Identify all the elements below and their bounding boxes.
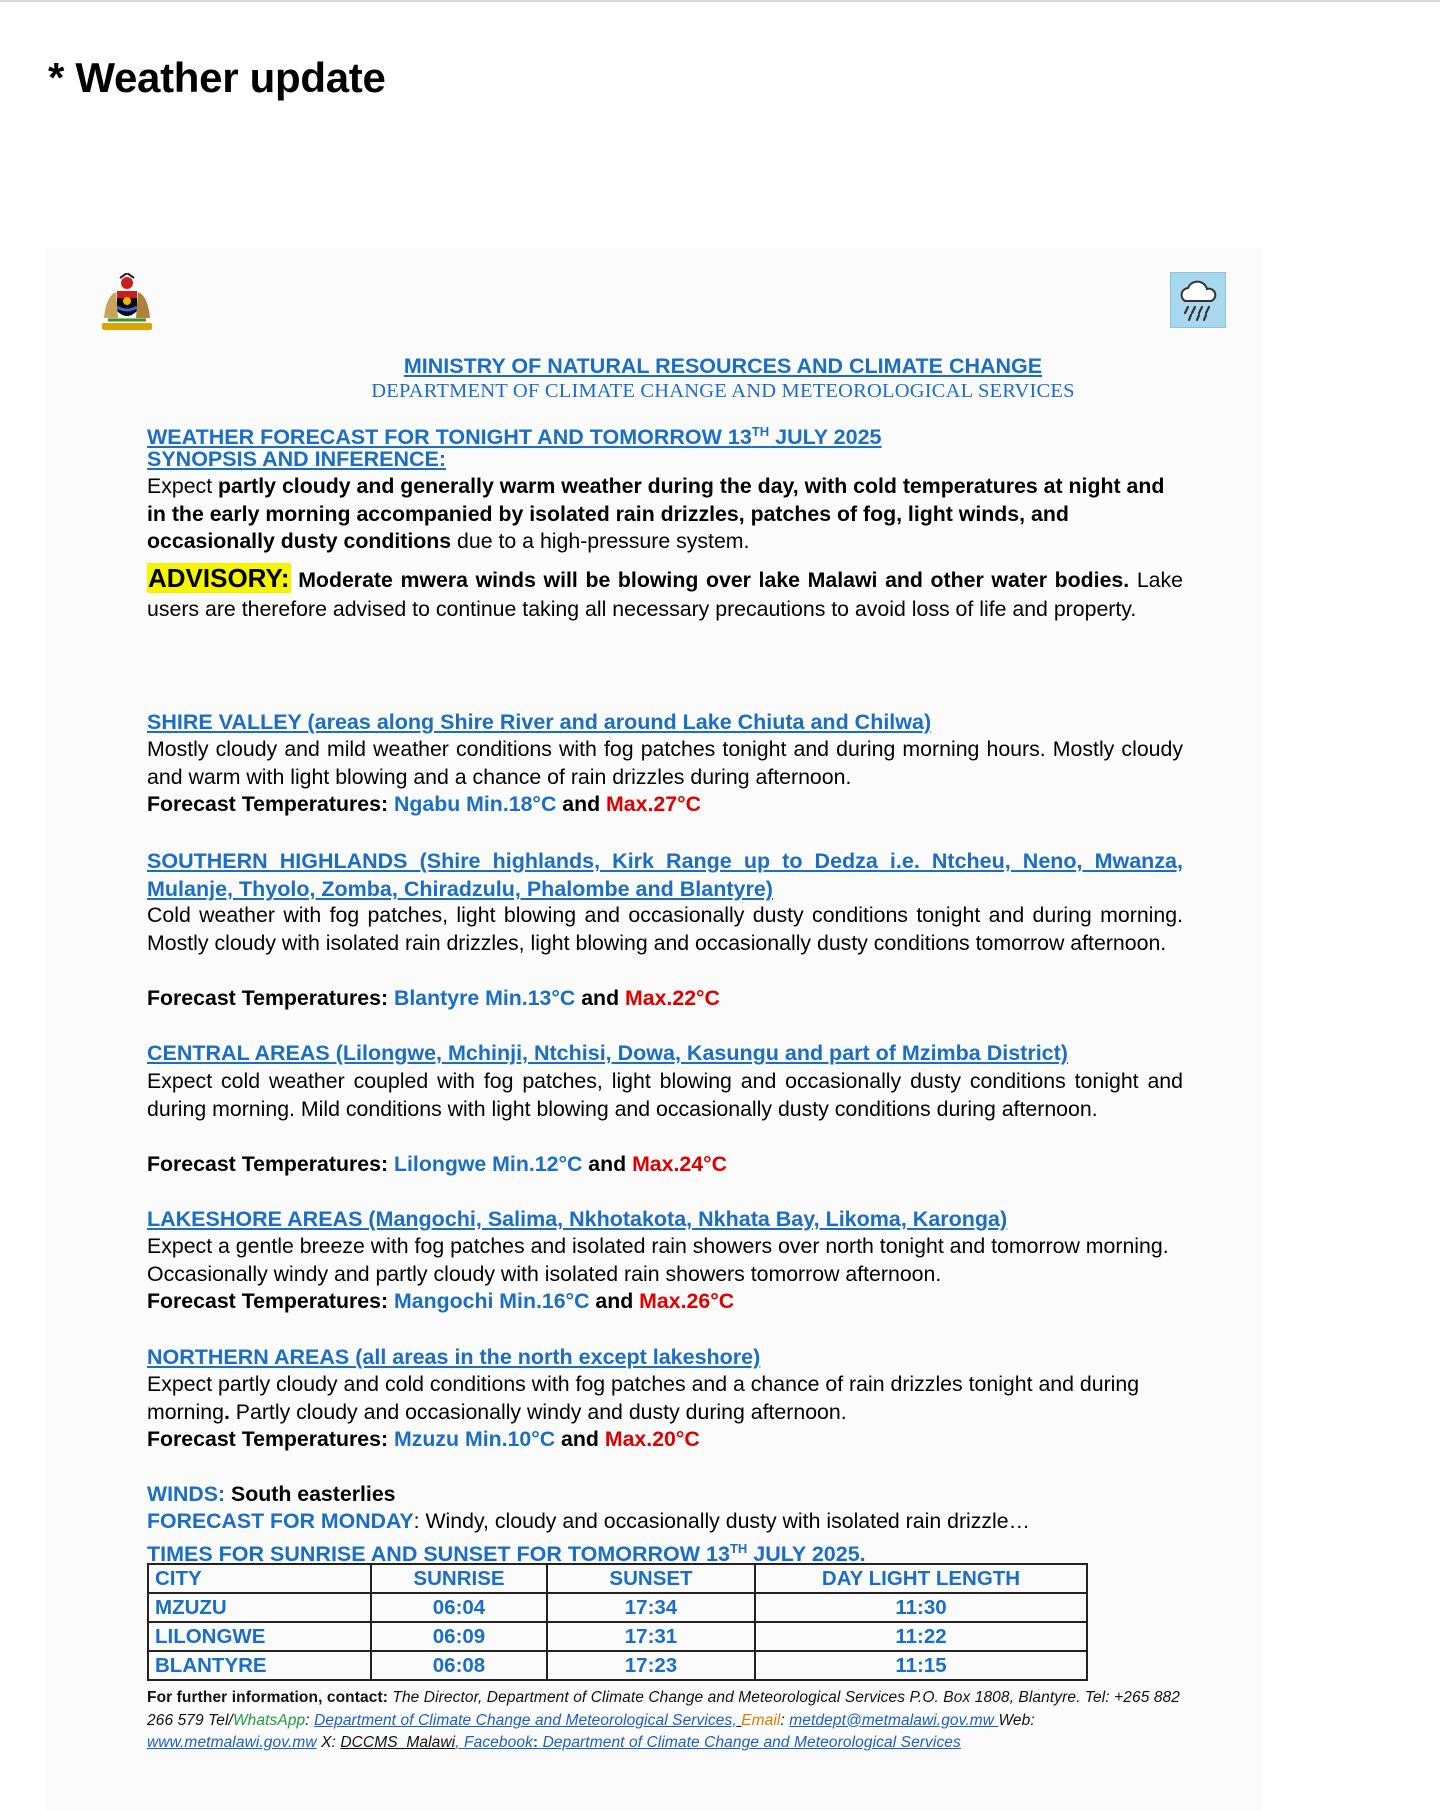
southern-highlands-text: Cold weather with fog patches, light blowing and occasionally dusty conditions tonight and during morning. Mostly cloudy with isolated rain drizzles, light blowing and occasionally dusty conditions tomorrow afternoon. [147, 903, 1183, 955]
city-cell: MZUZU [148, 1593, 371, 1622]
daylight-cell: 11:15 [755, 1651, 1087, 1680]
sunset-cell: 17:34 [547, 1593, 755, 1622]
advisory-label: ADVISORY: [148, 563, 290, 593]
southern-highlands-heading: SOUTHERN HIGHLANDS (Shire highlands, Kirk Range up to Dedza i.e. Ntcheu, Neno, Mwanza, Mulanje, Thyolo, Zomba, Chiradzulu, Phalombe and Blantyre) [147, 849, 1183, 902]
sunset-cell: 17:31 [547, 1622, 755, 1651]
shire-valley-text: Mostly cloudy and mild weather conditions with fog patches tonight and during morning hours. Mostly cloudy and warm with light blowing and a chance of rain drizzles during afternoon. [147, 737, 1183, 789]
advisory-block: ADVISORY: Moderate mwera winds will be blowing over lake Malawi and other water bodies. Lake users are therefore advised to continue taking all necessary precautions to avoid loss of life and property. [147, 563, 1183, 621]
daylight-cell: 11:30 [755, 1593, 1087, 1622]
lakeshore-areas-text: Expect a gentle breeze with fog patches and isolated rain showers over north tonight and tomorrow morning. Occasionally windy and partly cloudy with isolated rain showers tomorrow afternoon. [147, 1234, 1169, 1286]
malawi-coat-of-arms [98, 273, 156, 335]
table-row [148, 1593, 1087, 1622]
sun-times-title: TIMES FOR SUNRISE AND SUNSET FOR TOMORROW 13TH JULY 2025. [147, 1541, 866, 1567]
sunrise-cell: 06:04 [371, 1593, 547, 1622]
city-cell: BLANTYRE [148, 1651, 371, 1680]
facebook-link[interactable]: Department of Climate Change and Meteorological Services [538, 1734, 961, 1751]
department-heading: DEPARTMENT OF CLIMATE CHANGE AND METEOROLOGICAL SERVICES [371, 380, 1075, 402]
col-header: CITY [148, 1564, 371, 1593]
northern-areas-temps: Forecast Temperatures: Mzuzu Min.10°C and Max.20°C [147, 1427, 700, 1451]
southern-highlands-temps: Forecast Temperatures: Blantyre Min.13°C and Max.22°C [147, 986, 720, 1010]
northern-areas-heading: NORTHERN AREAS (all areas in the north except lakeshore) [147, 1345, 761, 1369]
rain-cloud-icon [1170, 272, 1226, 328]
forecast-title: WEATHER FORECAST FOR TONIGHT AND TOMORROW 13TH JULY 2025 [147, 424, 882, 450]
email-link[interactable]: metdept@metmalawi.gov.mw [789, 1711, 999, 1729]
daylight-cell: 11:22 [755, 1622, 1087, 1651]
page-title: * Weather update [48, 54, 386, 101]
contact-info: For further information, contact: The Director, Department of Climate Change and Meteorological Services P.O. Box 1808, Blantyre. Tel: +265 882 266 579 Tel/WhatsApp: Department of Climate Change and Meteorological Services, Email: metdept@metmalawi.gov.mw Web: www.metmalawi.gov.mw X: DCCMS_Malawi, Facebook: Department of Climate Change and Meteorological Services [147, 1689, 1180, 1751]
table-row [148, 1651, 1087, 1680]
department-link[interactable]: Department of Climate Change and Meteorological Services, [314, 1711, 737, 1729]
shire-valley-heading: SHIRE VALLEY (areas along Shire River and around Lake Chiuta and Chilwa) [147, 710, 932, 734]
col-header: SUNSET [547, 1564, 755, 1593]
sunrise-cell: 06:09 [371, 1622, 547, 1651]
x-handle-link[interactable]: DCCMS_Malawi [340, 1734, 456, 1751]
central-areas-text: Expect cold weather coupled with fog patches, light blowing and occasionally dusty conditions tonight and during morning. Mild conditions with light blowing and occasionally dusty conditions during afternoon. [147, 1069, 1183, 1121]
forecast-document [46, 248, 1262, 1810]
winds-line: WINDS: South easterlies [147, 1482, 396, 1506]
sunrise-sunset-table [147, 1563, 1088, 1681]
sunrise-cell: 06:08 [371, 1651, 547, 1680]
col-header: DAY LIGHT LENGTH [755, 1564, 1087, 1593]
website-link[interactable]: www.metmalawi.gov.mw [147, 1734, 317, 1751]
table-header-row [148, 1564, 1087, 1593]
city-cell: LILONGWE [148, 1622, 371, 1651]
synopsis-heading: SYNOPSIS AND INFERENCE: [147, 447, 447, 471]
central-areas-heading: CENTRAL AREAS (Lilongwe, Mchinji, Ntchisi, Dowa, Kasungu and part of Mzimba District) [147, 1041, 1068, 1065]
contact-label: For further information, contact: [147, 1689, 388, 1706]
lakeshore-areas-temps: Forecast Temperatures: Mangochi Min.16°C and Max.26°C [147, 1289, 735, 1313]
table-row [148, 1622, 1087, 1651]
ministry-heading: MINISTRY OF NATURAL RESOURCES AND CLIMATE CHANGE [403, 354, 1043, 378]
central-areas-temps: Forecast Temperatures: Lilongwe Min.12°C and Max.24°C [147, 1152, 727, 1176]
monday-forecast-line: FORECAST FOR MONDAY: Windy, cloudy and occasionally dusty with isolated rain drizzle… [147, 1509, 1030, 1533]
shire-valley-temps: Forecast Temperatures: Ngabu Min.18°C and Max.27°C [147, 792, 701, 816]
synopsis-text: Expect partly cloudy and generally warm weather during the day, with cold temperatures at night and in the early morning accompanied by isolated rain drizzles, patches of fog, light winds, and occasionally dusty conditions due to a high-pressure system. [147, 474, 1165, 554]
col-header: SUNRISE [371, 1564, 547, 1593]
northern-areas-text: Expect partly cloudy and cold conditions with fog patches and a chance of rain drizzles tonight and during morning. Partly cloudy and occasionally windy and dusty during afternoon. [147, 1372, 1140, 1424]
lakeshore-areas-heading: LAKESHORE AREAS (Mangochi, Salima, Nkhotakota, Nkhata Bay, Likoma, Karonga) [147, 1207, 1008, 1231]
sunset-cell: 17:23 [547, 1651, 755, 1680]
